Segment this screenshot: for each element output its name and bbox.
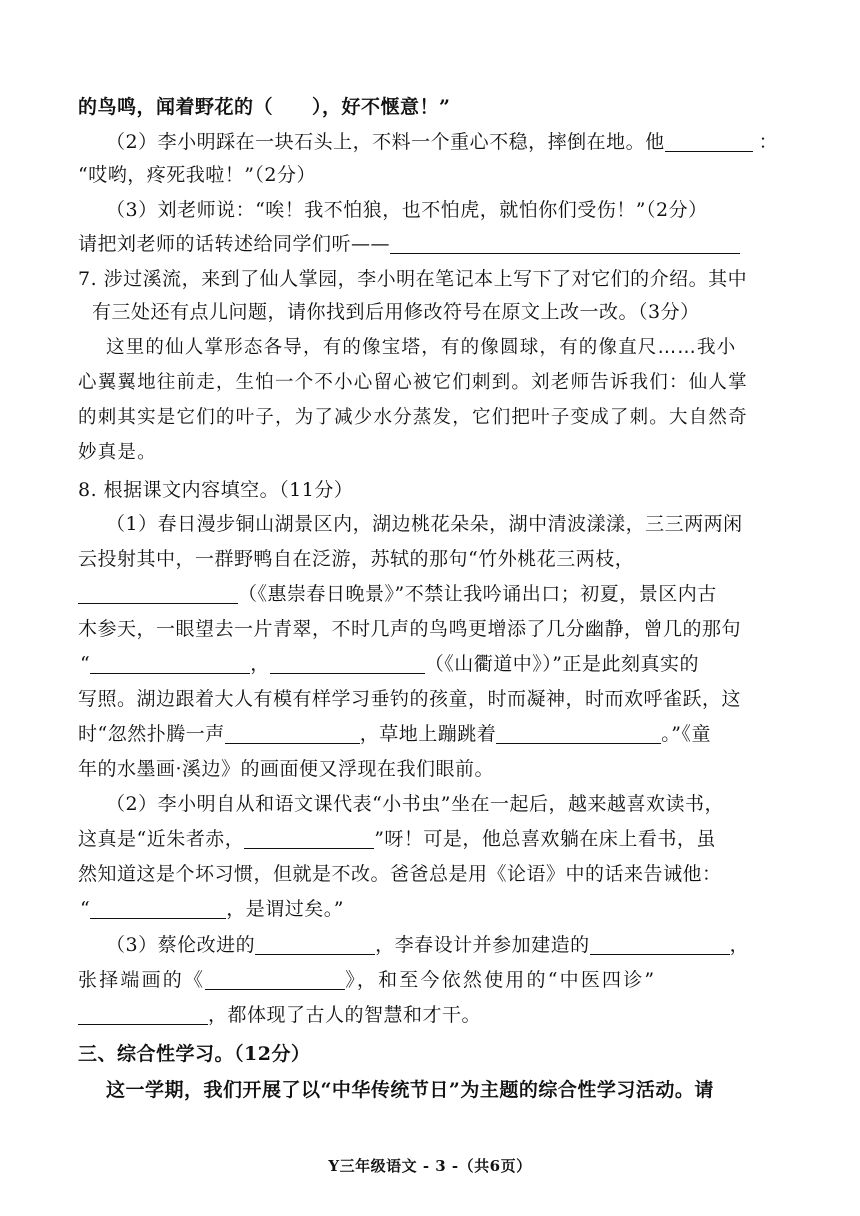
answer-blank[interactable] bbox=[78, 585, 238, 604]
q8-p2-line-2 bbox=[78, 827, 716, 851]
q8-p1-line-2: 云投射其中，一群野鸭自在泛游，苏轼的那句“竹外桃花三两枝， bbox=[78, 548, 635, 570]
q6-line-1: 的鸟鸣，闻着野花的（ ），好不惬意！” bbox=[78, 96, 451, 118]
q8-p2-line-4 bbox=[80, 897, 344, 921]
section-3-intro: 这一学期，我们开展了以“中华传统节日”为主题的综合性学习活动。请 bbox=[106, 1079, 714, 1101]
answer-blank[interactable] bbox=[390, 235, 740, 254]
q8-p3-line-2-pre: 张择端画的《 bbox=[78, 969, 206, 991]
answer-blank[interactable] bbox=[90, 900, 226, 919]
q6-line-2 bbox=[106, 130, 778, 154]
q8-p2-line-1: （2）李小明自从和语文课代表“小书虫”坐在一起后，越来越喜欢读书， bbox=[106, 793, 725, 815]
q8-p1-line-3 bbox=[78, 582, 717, 606]
q7-note-1: 这里的仙人掌形态各导，有的像宝塔，有的像圆球，有的像直尺……我小 bbox=[106, 337, 737, 358]
q8-p3-line-1-pre: （3）蔡伦改进的 bbox=[106, 934, 256, 956]
answer-blank[interactable] bbox=[225, 725, 360, 744]
q6-line-2-text: （2）李小明踩在一块石头上，不料一个重心不稳，摔倒在地。他 bbox=[106, 131, 665, 153]
q8-p1-line-7 bbox=[78, 722, 711, 746]
q8-p1-line-7-mid: ，草地上蹦跳着 bbox=[359, 723, 497, 745]
q8-p3-line-3-post: ，都体现了古人的智慧和才干。 bbox=[208, 1004, 482, 1026]
q8-p2-line-4-post: ，是谓过矣。” bbox=[226, 898, 344, 920]
q7-note-4: 妙真是。 bbox=[78, 442, 157, 463]
q8-p2-line-3: 然知道这是个坏习惯，但就是不改。爸爸总是用《论语》中的话来告诫他： bbox=[78, 863, 722, 885]
q8-p3-line-1-post: ， bbox=[729, 934, 750, 956]
q7-line-1: 7. 涉过溪流，来到了仙人掌园，李小明在笔记本上写下了对它们的介绍。其中 bbox=[78, 268, 748, 290]
q8-title: 8. 根据课文内容填空。（11分） bbox=[78, 479, 354, 501]
q6-line-4: （3）刘老师说：“唉！我不怕狼，也不怕虎，就怕你们受伤！”（2分） bbox=[106, 199, 708, 221]
quote-open: “ bbox=[80, 898, 91, 920]
q8-p1-line-7-pre: 时“忽然扑腾一声 bbox=[78, 723, 225, 745]
section-3-title: 三、综合性学习。（12分） bbox=[78, 1043, 311, 1065]
q8-p1-line-3-text: （《惠崇春日晚景》”不禁让我吟诵出口；初夏，景区内古 bbox=[238, 583, 717, 605]
q8-p3-line-1-mid: ，李春设计并参加建造的 bbox=[375, 934, 590, 956]
answer-blank[interactable] bbox=[665, 133, 753, 152]
q6-line-3: “哎哟，疼死我啦！”（2分） bbox=[78, 164, 317, 186]
q8-p1-line-5-text: （《山衢道中》）”正是此刻真实的 bbox=[424, 653, 699, 675]
answer-blank[interactable] bbox=[90, 655, 250, 674]
quote-open: “ bbox=[80, 653, 91, 675]
q8-p1-line-5 bbox=[80, 652, 699, 676]
answer-blank[interactable] bbox=[78, 1006, 208, 1025]
answer-blank[interactable] bbox=[496, 725, 661, 744]
q6-line-5-text: 请把刘老师的话转述给同学们听—— bbox=[78, 233, 391, 255]
q8-p2-line-2-post: ”呀！可是，他总喜欢躺在床上看书，虽 bbox=[374, 828, 716, 850]
answer-blank[interactable] bbox=[205, 971, 345, 990]
comma: ， bbox=[250, 653, 270, 675]
q8-p3-line-3 bbox=[78, 1003, 481, 1027]
q8-p1-line-1: （1）春日漫步铜山湖景区内，湖边桃花朵朵，湖中清波漾漾，三三两两闲 bbox=[106, 513, 743, 535]
answer-blank[interactable] bbox=[244, 830, 374, 849]
answer-blank[interactable] bbox=[255, 936, 375, 955]
q7-line-2: 有三处还有点儿问题，请你找到后用修改符号在原文上改一改。（3分） bbox=[92, 301, 700, 323]
q8-p1-line-6: 写照。湖边跟着大人有模有样学习垂钓的孩童，时而凝神，时而欢呼雀跃，这 bbox=[78, 688, 742, 710]
q8-p1-line-7-post: 。”《童 bbox=[661, 723, 711, 745]
q8-p3-line-1 bbox=[106, 933, 749, 957]
q8-p3-line-2-post: 》，和至今依然使用的“中医四诊” bbox=[345, 969, 657, 991]
q8-p2-line-2-pre: 这真是“近朱者赤， bbox=[78, 828, 245, 850]
q6-line-2-tail: ： bbox=[758, 131, 779, 153]
q8-p1-line-4: 木参天，一眼望去一片青翠，不时几声的鸟鸣更增添了几分幽静，曾几的那句 bbox=[78, 618, 742, 640]
page-footer: Y三年级语文 - 3 -（共6页） bbox=[328, 1157, 532, 1175]
q7-note-2: 心翼翼地往前走，生怕一个不小心留心被它们刺到。刘老师告诉我们：仙人掌 bbox=[78, 372, 748, 393]
q8-p3-line-2 bbox=[78, 968, 656, 992]
q8-p1-line-8: 年的水墨画·溪边》的画面便又浮现在我们眼前。 bbox=[78, 758, 495, 780]
answer-blank[interactable] bbox=[590, 936, 730, 955]
q6-line-5 bbox=[78, 232, 740, 256]
answer-blank[interactable] bbox=[270, 655, 425, 674]
q7-note-3: 的刺其实是它们的叶子，为了减少水分蒸发，它们把叶子变成了刺。大自然奇 bbox=[78, 407, 748, 428]
